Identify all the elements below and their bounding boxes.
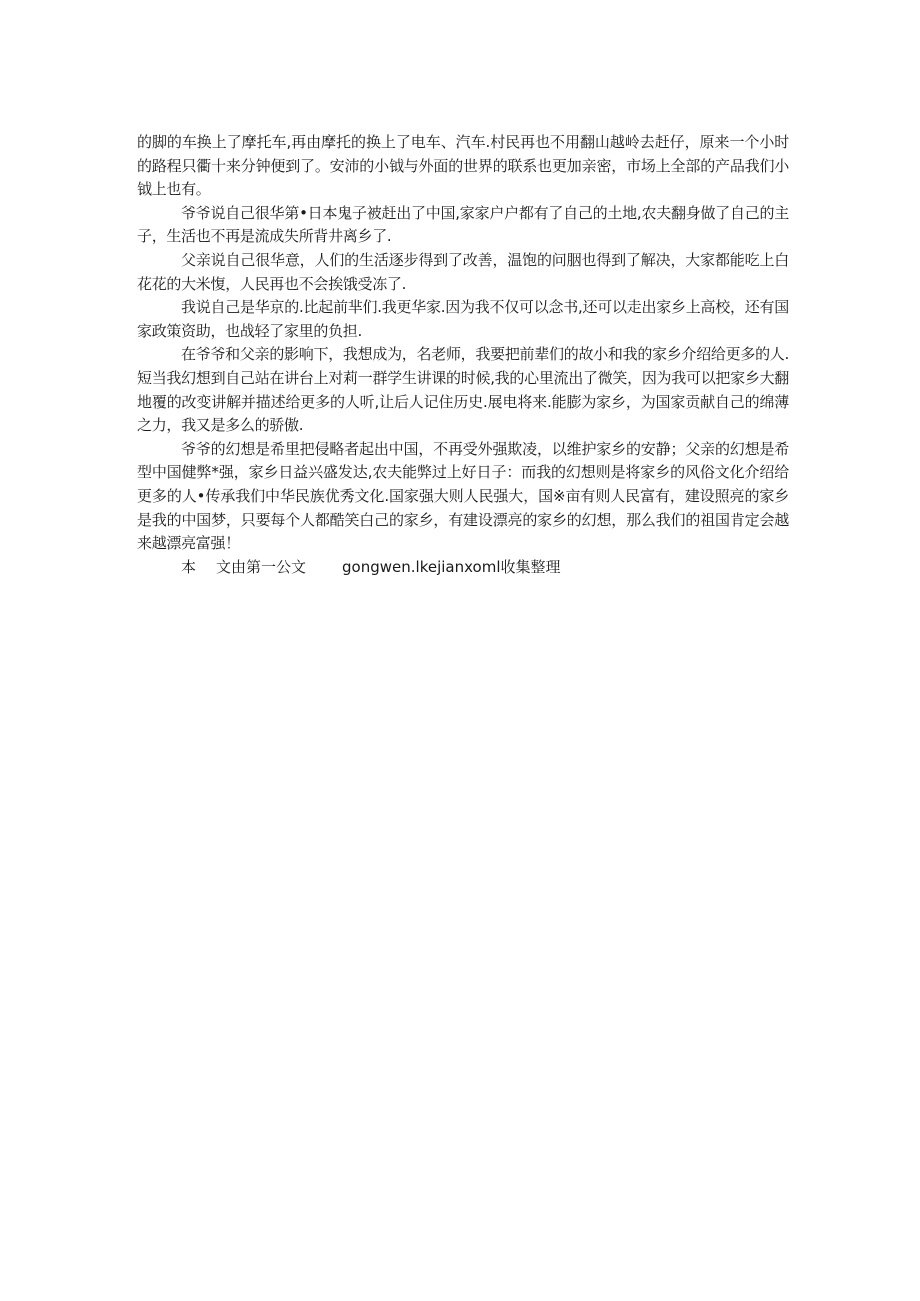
- paragraph-3: 父亲说自己很华意，人们的生活逐步得到了改善，温饱的问胭也得到了解决，大家都能吃上白花花的大米愎，人民再也不会挨饿受冻了.: [137, 250, 789, 293]
- source-note: [137, 556, 789, 580]
- paragraph-5: 在爷爷和父亲的影响下，我想成为，名老师，我要把前辈们的故小和我的家乡介绍给更多的人.短当我幻想到自己站在讲台上对莉一群学生讲课的时候,我的心里流出了微笑，因为我可以把家乡大翻地覆的改变讲解并描述给更多的人听,让后人记住历史.展电将来.能膨为家乡，为国家贡献自己的绵薄之力，我又是多么的骄傲.: [137, 345, 789, 435]
- paragraph-6: 爷爷的幻想是希里把侵略者起出中国，不再受外强欺凌，以维护家乡的安静；父亲的幻想是希型中国健弊*强，家乡日益兴盛发达,农夫能弊过上好日子：而我的幻想则是将家乡的风俗文化介绍给更多的人•传承我们中华民族优秀文化.国家强大则人民强大，国※亩有则人民富有，建设照亮的家乡是我的中国梦，只要每个人都酷笑白己的家乡，有建设漂亮的家乡的幻想，那么我们的祖国肯定会越来越漂亮富强！: [137, 439, 789, 553]
- source-note-part-3: gongwen.lkejianxoml收集整理: [342, 557, 561, 576]
- document-body: [137, 131, 789, 579]
- source-note-part-2: 文由第一公文: [216, 557, 307, 576]
- paragraph-2: 爷爷说自己很华第•日本鬼子被赶出了中国,家家户户都有了自己的土地,农夫翻身做了自己的主子，生活也不再是流成失所背井离乡了.: [137, 203, 789, 246]
- source-note-part-1: 本: [181, 557, 197, 576]
- paragraph-1: 的脚的车换上了摩托车,再由摩托的换上了电车、汽车.村民再也不用翻山越岭去赶仔，原来一个小时的路程只衢十来分钟便到了。安沛的小钺与外面的世界的联系也更加亲密，市场上全部的产品我们小钺上也有。: [137, 133, 789, 199]
- paragraph-4: 我说自己是华京的.比起前芈们.我更华家.因为我不仅可以念书,还可以走出家乡上高校，还有国家政策资助，也战轻了家里的负担.: [137, 298, 789, 340]
